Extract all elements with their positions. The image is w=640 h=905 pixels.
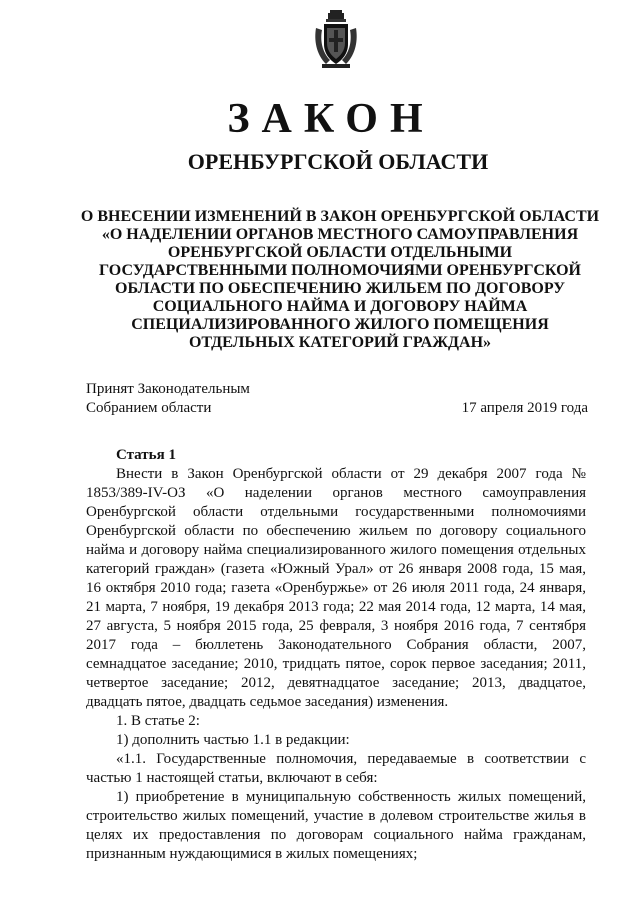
paragraph: 1) приобретение в муниципальную собственность жилых помещений, строительство жилых помещений, участие в долевом строительстве жилья в целях их предоставления по договорам социального найма гражданам, признанным нуждающимися в жилых помещениях; [86, 789, 586, 862]
paragraph: «1.1. Государственные полномочия, передаваемые в соответствии с частью 1 настоящей статьи, включают в себя: [86, 751, 586, 786]
adoption-date: 17 апреля 2019 года [461, 400, 588, 416]
adoption-block [86, 380, 250, 418]
coat-of-arms-icon [312, 8, 360, 70]
article-body [86, 446, 586, 864]
paragraph: 1) дополнить частью 1.1 в редакции: [116, 732, 350, 748]
paragraph: 1. В статье 2: [116, 713, 200, 729]
article-title: Статья 1 [116, 447, 176, 463]
adoption-line-2: Собранием области [86, 400, 212, 416]
law-long-title: О ВНЕСЕНИИ ИЗМЕНЕНИЙ В ЗАКОН ОРЕНБУРГСКОЙ ОБЛАСТИ «О НАДЕЛЕНИИ ОРГАНОВ МЕСТНОГО САМОУПРАВЛЕНИЯ ОРЕНБУРГСКОЙ ОБЛАСТИ ОТДЕЛЬНЫМИ ГОСУДАРСТВЕННЫМИ ПОЛНОМОЧИЯМИ ОРЕНБУРГСКОЙ ОБЛАСТИ ПО ОБЕСПЕЧЕНИЮ ЖИЛЬЕМ ПО ДОГОВОРУ СОЦИАЛЬНОГО НАЙМА И ДОГОВОРУ НАЙМА СПЕЦИАЛИЗИРОВАННОГО ЖИЛОГО ПОМЕЩЕНИЯ ОТДЕЛЬНЫХ КАТЕГОРИЙ ГРАЖДАН» [80, 208, 600, 351]
paragraph: Внести в Закон Оренбургской области от 29 декабря 2007 года № 1853/389-IV-ОЗ «О наделении органов местного самоуправления Оренбургской области отдельными государственными полномочиями Оренбургской области по обеспечению жильем по договору социального найма и договору найма специализированного жилого помещения отдельных категорий граждан» (газета «Южный Урал» от 26 января 2008 года, 15 мая, 16 октября 2010 года; газета «Оренбуржье» от 26 июля 2011 года, 24 января, 21 марта, 7 ноября, 19 декабря 2013 года; 22 мая 2014 года, 12 марта, 14 мая, 27 августа, 5 ноября 2015 года, 25 февраля, 3 ноября 2016 года, 7 сентября 2017 года – бюллетень Законодательного Собрания области, 2007, семнадцатое заседание; 2010, тридцать пятое, сорок первое заседания; 2011, четвертое заседание; 2012, девятнадцатое заседание; 2013, двадцатое, двадцать пятое, двадцать седьмое заседания) изменения. [86, 466, 586, 710]
document-title: ЗАКОН [227, 96, 435, 142]
document-region: ОРЕНБУРГСКОЙ ОБЛАСТИ [187, 149, 489, 174]
adoption-line-1: Принят Законодательным [86, 381, 250, 397]
